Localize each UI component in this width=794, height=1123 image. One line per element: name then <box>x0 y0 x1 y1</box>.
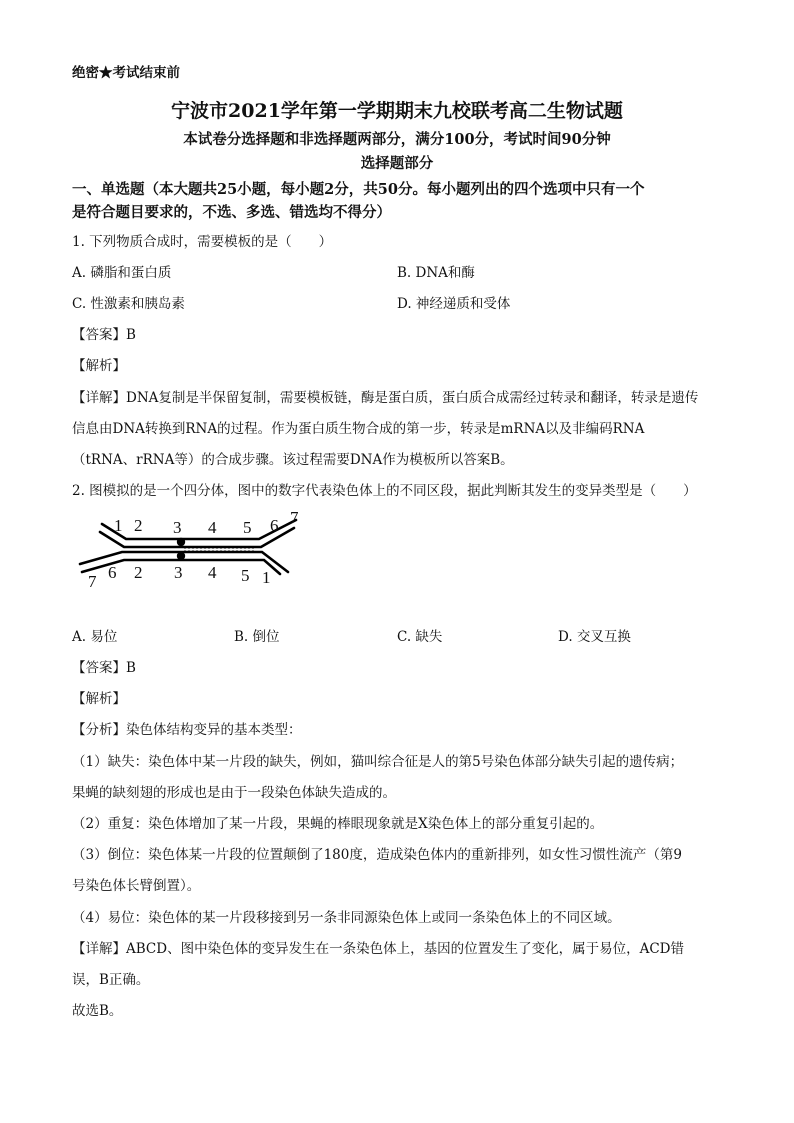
q2-option-d: D. 交叉互换 <box>558 629 631 645</box>
centromere-lower <box>177 552 185 560</box>
centromere-upper <box>177 538 185 546</box>
bottom-label-5: 5 <box>241 566 250 585</box>
bottom-label-1: 1 <box>262 568 271 587</box>
q1-stem: 1. 下列物质合成时，需要模板的是（ ） <box>72 234 333 250</box>
exam-title: 宁波市2021学年第一学期期末九校联考高二生物试题 <box>171 100 623 122</box>
q1-detail-line3: （tRNA、rRNA等）的合成步骤。该过程需要DNA作为模板所以答案B。 <box>72 452 514 468</box>
q2-type-translocation: （4）易位：染色体的某一片段移接到另一条非同源染色体上或同一条染色体上的不同区域。 <box>72 910 621 926</box>
q2-analysis-head: 【分析】染色体结构变异的基本类型： <box>72 722 302 738</box>
top-label-3: 3 <box>173 518 182 537</box>
q2-option-a: A. 易位 <box>72 629 118 645</box>
q2-detail-line1: 【详解】ABCD、图中染色体的变异发生在一条染色体上，基因的位置发生了变化，属于易位，ACD错 <box>72 941 684 957</box>
exam-subtitle: 本试卷分选择题和非选择题两部分，满分100分，考试时间90分钟 <box>183 131 611 148</box>
q2-answer: 【答案】B <box>72 660 136 676</box>
q1-option-b: B. DNA和酶 <box>397 265 475 281</box>
q2-type-deletion-line2: 果蝇的缺刻翅的形成也是由于一段染色体缺失造成的。 <box>72 785 396 801</box>
q1-answer: 【答案】B <box>72 327 136 343</box>
top-label-5: 5 <box>243 518 252 537</box>
q2-type-deletion-line1: （1）缺失：染色体中某一片段的缺失，例如，猫叫综合征是人的第5号染色体部分缺失引起的遗传病； <box>72 754 684 770</box>
bottom-label-3: 3 <box>174 563 183 582</box>
q1-analysis-label: 【解析】 <box>72 358 126 374</box>
q2-option-c: C. 缺失 <box>397 629 443 645</box>
bottom-label-6: 6 <box>108 563 117 582</box>
q2-type-inversion-line1: （3）倒位：染色体某一片段的位置颠倒了180度，造成染色体内的重新排列，如女性习惯性流产（第9 <box>72 847 682 863</box>
bottom-label-2: 2 <box>134 563 143 582</box>
upper-outer-chromatid <box>102 520 296 539</box>
q2-conclusion: 故选B。 <box>72 1003 123 1019</box>
q2-analysis-label: 【解析】 <box>72 691 126 707</box>
q1-option-d: D. 神经递质和受体 <box>397 296 511 312</box>
top-label-2: 2 <box>134 516 143 535</box>
bottom-label-4: 4 <box>208 563 217 582</box>
q1-detail-line1: 【详解】DNA复制是半保留复制，需要模板链，酶是蛋白质，蛋白质合成需经过转录和翻译，转录是遗传 <box>72 390 699 406</box>
section-heading-line2: 是符合题目要求的，不选、多选、错选均不得分） <box>72 204 391 221</box>
q1-detail-line2: 信息由DNA转换到RNA的过程。作为蛋白质生物合成的第一步，转录是mRNA以及非编码RNA <box>72 421 645 437</box>
section-heading-line1: 一、单选题（本大题共25小题，每小题2分，共50分。每小题列出的四个选项中只有一个 <box>72 181 645 198</box>
q2-stem: 2. 图模拟的是一个四分体，图中的数字代表染色体上的不同区段，据此判断其发生的变异类型是（ ） <box>72 483 697 499</box>
pairing-marks <box>184 548 254 551</box>
q2-detail-line2: 误，B正确。 <box>72 972 150 988</box>
part-title: 选择题部分 <box>360 155 434 172</box>
upper-inner-chromatid <box>100 528 294 547</box>
secret-mark: 绝密★考试结束前 <box>72 65 180 81</box>
q2-type-duplication: （2）重复：染色体增加了某一片段，果蝇的棒眼现象就是X染色体上的部分重复引起的。 <box>72 816 604 832</box>
top-label-7: 7 <box>290 508 299 527</box>
q1-option-c: C. 性激素和胰岛素 <box>72 296 185 312</box>
top-label-4: 4 <box>208 518 217 537</box>
top-label-1: 1 <box>114 516 123 535</box>
q1-option-a: A. 磷脂和蛋白质 <box>72 265 172 281</box>
bottom-label-7: 7 <box>88 572 97 591</box>
top-label-6: 6 <box>270 516 279 535</box>
q2-type-inversion-line2: 号染色体长臂倒置）。 <box>72 878 201 894</box>
q2-option-b: B. 倒位 <box>234 629 280 645</box>
tetrad-diagram <box>74 506 304 596</box>
segment-labels <box>88 508 299 591</box>
